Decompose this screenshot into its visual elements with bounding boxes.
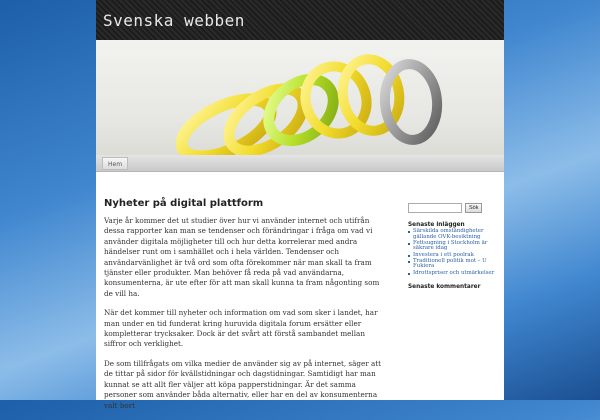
recent-posts-heading: Senaste inläggen xyxy=(408,222,465,228)
post-paragraph: De som tillfrågats om vilka medier de använder sig av på internet, säger att de tittar på sidor för kvällstidningar och dagstidningar. Samtidigt har man kunnat se att allt fler väljer att köpa papperstidningar. Är det samma personer som använder båda alternativ, eller har en del av konsumenterna valt bort xyxy=(104,358,382,410)
recent-post-link[interactable]: Idrottspriser och utmärkelser xyxy=(408,271,498,277)
post-paragraph: Varje år kommer det ut studier över hur vi använder internet och utifrån dessa rapporter kan man se tendenser och förändringar i fråga om vad vi använder digitala möjligheter till och hur detta korrelerar med andra händelser runt om i samhället och i hela världen. Tendenser och användarvänlighet är två ord som ofta förekommer när man skall ta fram tjänster eller produkter. Man behöver få reda på vad användarna, konsumenterna, är ute efter för att man skall kunna ta fram någonting som de vill ha. xyxy=(104,216,380,298)
recent-post-link[interactable]: Särskilda omständigheter gällande OVK-besiktning xyxy=(408,229,498,240)
recent-comments-heading: Senaste kommentarer xyxy=(408,284,481,291)
search-button[interactable]: Sök xyxy=(465,203,482,213)
recent-posts-list xyxy=(408,229,498,276)
nav-item-home[interactable]: Hem xyxy=(102,157,128,170)
recent-post-link[interactable]: Traditionell politik mot – U Fukiera xyxy=(408,259,498,270)
recent-post-link[interactable]: Investera i ett poolrak xyxy=(408,253,498,259)
search-input[interactable] xyxy=(408,203,462,213)
sidebar xyxy=(408,203,498,291)
site-title[interactable]: Svenska webben xyxy=(103,11,245,30)
main-navigation xyxy=(96,155,504,172)
site-header xyxy=(96,0,504,40)
search-form xyxy=(408,203,498,213)
header-banner-image xyxy=(96,40,504,155)
recent-post-link[interactable]: Fettsugning i Stockholm är säkrare idag xyxy=(408,241,498,252)
main-content xyxy=(104,198,384,420)
post-title[interactable]: Nyheter på digital plattform xyxy=(104,198,264,209)
post-paragraph: När det kommer till nyheter och information om vad som sker i landet, har man under en tid funderat kring huruvida digitala forum ersätter eller kompletterar trycksaker. Dock är det svårt att förstå sambandet mellan siffror och verklighet. xyxy=(104,308,378,349)
rings-illustration xyxy=(96,40,504,155)
